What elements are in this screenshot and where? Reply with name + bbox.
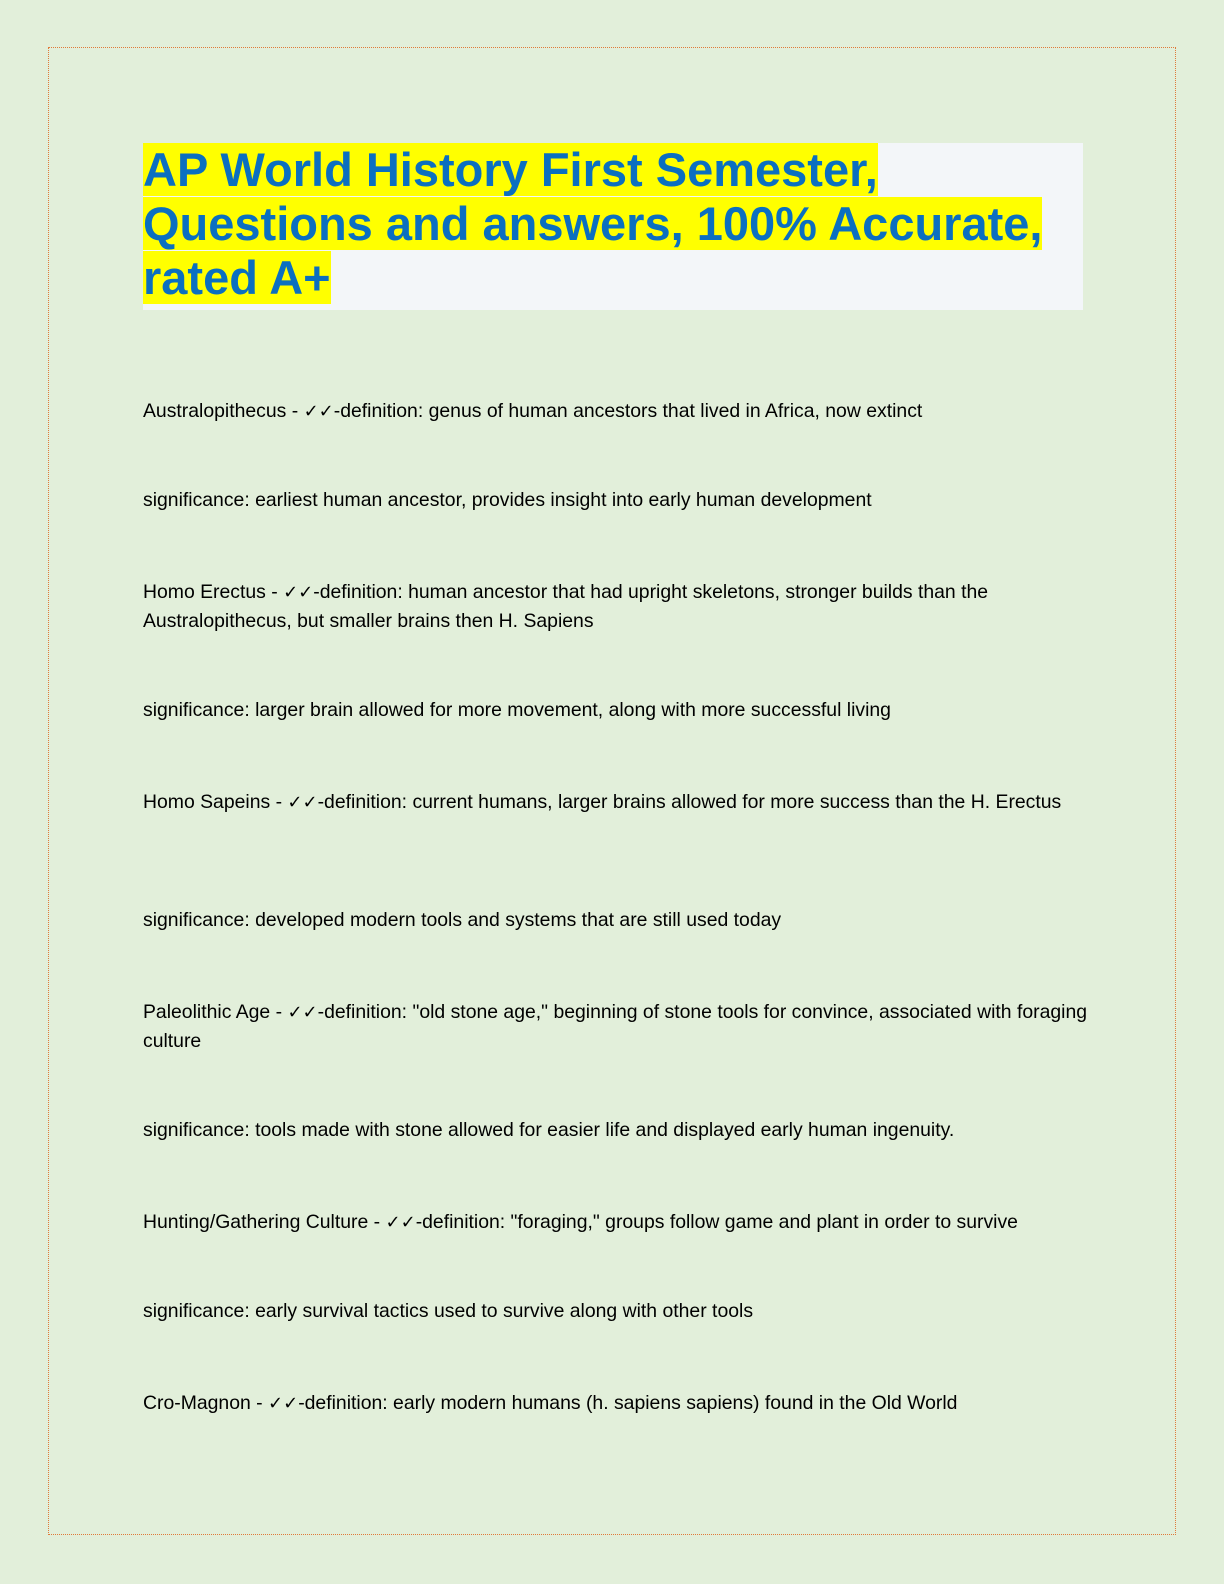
- entry-term: Cro-Magnon -: [143, 1392, 269, 1414]
- checkmark-icon: ✓✓: [303, 401, 334, 422]
- entry-hunting-gathering-definition: [143, 1208, 1093, 1237]
- checkmark-icon: ✓✓: [287, 1002, 318, 1023]
- entry-text: -definition: genus of human ancestors that lived in Africa, now extinct: [333, 400, 923, 422]
- entry-homo-erectus-significance: [143, 696, 1093, 725]
- entry-homo-sapeins-definition: [143, 788, 1093, 817]
- checkmark-icon: ✓✓: [385, 1212, 416, 1233]
- entry-text: significance: early survival tactics used to survive along with other tools: [143, 1300, 754, 1322]
- entry-text: significance: developed modern tools and systems that are still used today: [143, 909, 782, 931]
- entry-term: Homo Sapeins -: [143, 791, 288, 813]
- entry-australopithecus-definition: [143, 397, 1093, 426]
- title-block: [143, 143, 1083, 310]
- entry-hunting-gathering-significance: [143, 1297, 1093, 1326]
- entry-cro-magnon-definition: [143, 1389, 1093, 1418]
- entry-term: Australopithecus -: [143, 400, 304, 422]
- entry-text: -definition: human ancestor that had upright skeletons, stronger builds than the Australopithecus, but smaller brains then H. Sapiens: [143, 581, 989, 632]
- checkmark-icon: ✓✓: [283, 582, 314, 603]
- entry-term: Paleolithic Age -: [143, 1001, 288, 1023]
- entry-homo-sapeins-significance: [143, 906, 1093, 935]
- entry-text: -definition: early modern humans (h. sapiens sapiens) found in the Old World: [298, 1392, 958, 1414]
- entry-term: Homo Erectus -: [143, 581, 284, 603]
- entry-text: significance: earliest human ancestor, provides insight into early human development: [143, 489, 872, 511]
- entry-text: significance: larger brain allowed for more movement, along with more successful living: [143, 699, 891, 721]
- entry-text: -definition: current humans, larger brains allowed for more success than the H. Erectus: [317, 791, 1062, 813]
- entry-paleolithic-age-definition: [143, 998, 1093, 1056]
- entry-australopithecus-significance: [143, 486, 1093, 515]
- entry-text: significance: tools made with stone allowed for easier life and displayed early human ingenuity.: [143, 1119, 955, 1141]
- checkmark-icon: ✓✓: [287, 792, 318, 813]
- entry-text: -definition: "old stone age," beginning of stone tools for convince, associated with foraging culture: [143, 1001, 1088, 1052]
- document-title: [143, 143, 1083, 305]
- entry-text: -definition: "foraging," groups follow game and plant in order to survive: [415, 1211, 1018, 1233]
- title-highlight: AP World History First Semester, Questions and answers, 100% Accurate, rated A+: [143, 143, 1043, 304]
- entry-paleolithic-age-significance: [143, 1116, 1093, 1145]
- entry-homo-erectus-definition: [143, 578, 1093, 636]
- entry-term: Hunting/Gathering Culture -: [143, 1211, 386, 1233]
- checkmark-icon: ✓✓: [268, 1393, 299, 1414]
